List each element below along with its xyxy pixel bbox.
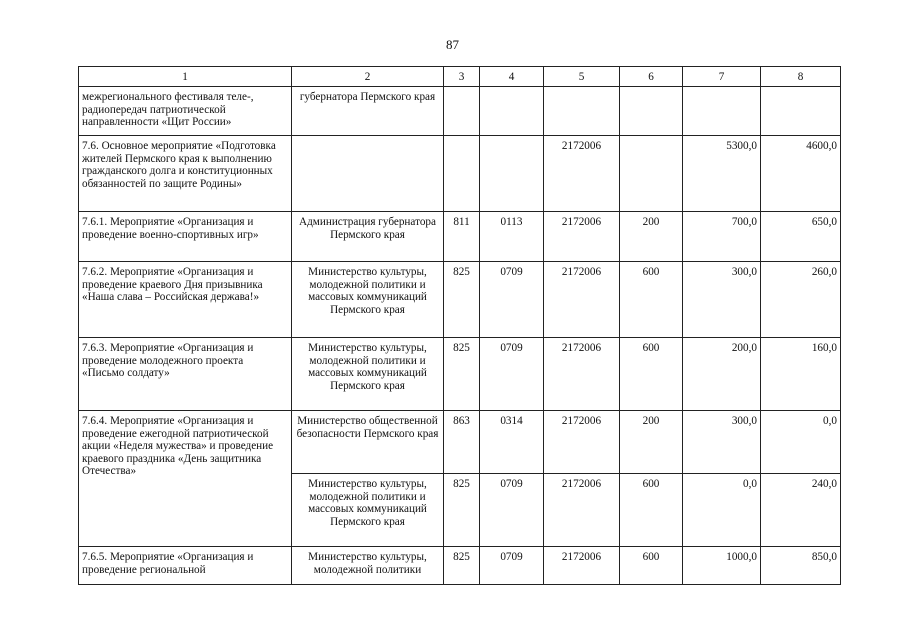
amount-column-8: 240,0 [761, 474, 841, 547]
column-number-row [79, 67, 841, 87]
amount-column-8: 650,0 [761, 212, 841, 262]
target-article-code: 2172006 [544, 474, 620, 547]
responsible-agency: Министерство культуры, молодежной политики и массовых коммуникаций Пермского края [292, 338, 444, 411]
amount-column-7: 300,0 [683, 411, 761, 474]
target-article-code: 2172006 [544, 547, 620, 585]
section-code [480, 87, 544, 136]
table-row [79, 547, 841, 585]
amount-column-7: 5300,0 [683, 136, 761, 212]
expense-type-code [620, 87, 683, 136]
target-article-code: 2172006 [544, 411, 620, 474]
amount-column-7: 200,0 [683, 338, 761, 411]
measure-description: 7.6.3. Мероприятие «Организация и проведение молодежного проекта «Письмо солдату» [79, 338, 292, 411]
target-article-code: 2172006 [544, 338, 620, 411]
table-row [79, 338, 841, 411]
expense-type-code: 600 [620, 547, 683, 585]
section-code: 0709 [480, 474, 544, 547]
expense-type-code: 600 [620, 474, 683, 547]
ministry-code [444, 87, 480, 136]
section-code [480, 136, 544, 212]
ministry-code [444, 136, 480, 212]
measure-description: 7.6.1. Мероприятие «Организация и проведение военно-спортивных игр» [79, 212, 292, 262]
column-number-6: 6 [620, 67, 683, 87]
ministry-code: 825 [444, 547, 480, 585]
amount-column-8: 0,0 [761, 411, 841, 474]
measure-description: межрегионального фестиваля теле-, радиопередач патриотической направленности «Щит России» [79, 87, 292, 136]
table-row [79, 411, 841, 474]
section-code: 0709 [480, 547, 544, 585]
table-row [79, 212, 841, 262]
ministry-code: 811 [444, 212, 480, 262]
amount-column-7 [683, 87, 761, 136]
measure-description: 7.6.4. Мероприятие «Организация и проведение ежегодной патриотической акции «Неделя мужества» и проведение краевого праздника «День защитника Отечества» [79, 411, 292, 547]
expense-type-code: 600 [620, 338, 683, 411]
amount-column-8: 260,0 [761, 262, 841, 338]
column-number-1: 1 [79, 67, 292, 87]
amount-column-7: 300,0 [683, 262, 761, 338]
ministry-code: 825 [444, 262, 480, 338]
column-number-5: 5 [544, 67, 620, 87]
table-row [79, 136, 841, 212]
responsible-agency [292, 136, 444, 212]
expense-type-code: 200 [620, 212, 683, 262]
responsible-agency: Министерство общественной безопасности Пермского края [292, 411, 444, 474]
column-number-3: 3 [444, 67, 480, 87]
section-code: 0709 [480, 262, 544, 338]
amount-column-7: 1000,0 [683, 547, 761, 585]
target-article-code [544, 87, 620, 136]
responsible-agency: Министерство культуры, молодежной политики и массовых коммуникаций Пермского края [292, 262, 444, 338]
target-article-code: 2172006 [544, 136, 620, 212]
amount-column-8: 850,0 [761, 547, 841, 585]
responsible-agency: Министерство культуры, молодежной политики и массовых коммуникаций Пермского края [292, 474, 444, 547]
column-number-8: 8 [761, 67, 841, 87]
target-article-code: 2172006 [544, 262, 620, 338]
measure-description: 7.6. Основное мероприятие «Подготовка жителей Пермского края к выполнению гражданского долга и конституционных обязанностей по защите Родины» [79, 136, 292, 212]
page-number: 87 [446, 37, 459, 52]
column-number-2: 2 [292, 67, 444, 87]
section-code: 0709 [480, 338, 544, 411]
expense-type-code: 200 [620, 411, 683, 474]
table-row [79, 262, 841, 338]
responsible-agency: губернатора Пермского края [292, 87, 444, 136]
section-code: 0314 [480, 411, 544, 474]
responsible-agency: Администрация губернатора Пермского края [292, 212, 444, 262]
measure-description: 7.6.5. Мероприятие «Организация и проведение региональной [79, 547, 292, 585]
expense-type-code [620, 136, 683, 212]
section-code: 0113 [480, 212, 544, 262]
expense-type-code: 600 [620, 262, 683, 338]
amount-column-8: 160,0 [761, 338, 841, 411]
responsible-agency: Министерство культуры, молодежной политики [292, 547, 444, 585]
column-number-4: 4 [480, 67, 544, 87]
ministry-code: 825 [444, 474, 480, 547]
ministry-code: 825 [444, 338, 480, 411]
ministry-code: 863 [444, 411, 480, 474]
amount-column-7: 0,0 [683, 474, 761, 547]
target-article-code: 2172006 [544, 212, 620, 262]
table-row [79, 87, 841, 136]
measure-description: 7.6.2. Мероприятие «Организация и проведение краевого Дня призывника «Наша слава – Российская держава!» [79, 262, 292, 338]
column-number-7: 7 [683, 67, 761, 87]
amount-column-7: 700,0 [683, 212, 761, 262]
amount-column-8: 4600,0 [761, 136, 841, 212]
amount-column-8 [761, 87, 841, 136]
budget-table [78, 66, 841, 585]
